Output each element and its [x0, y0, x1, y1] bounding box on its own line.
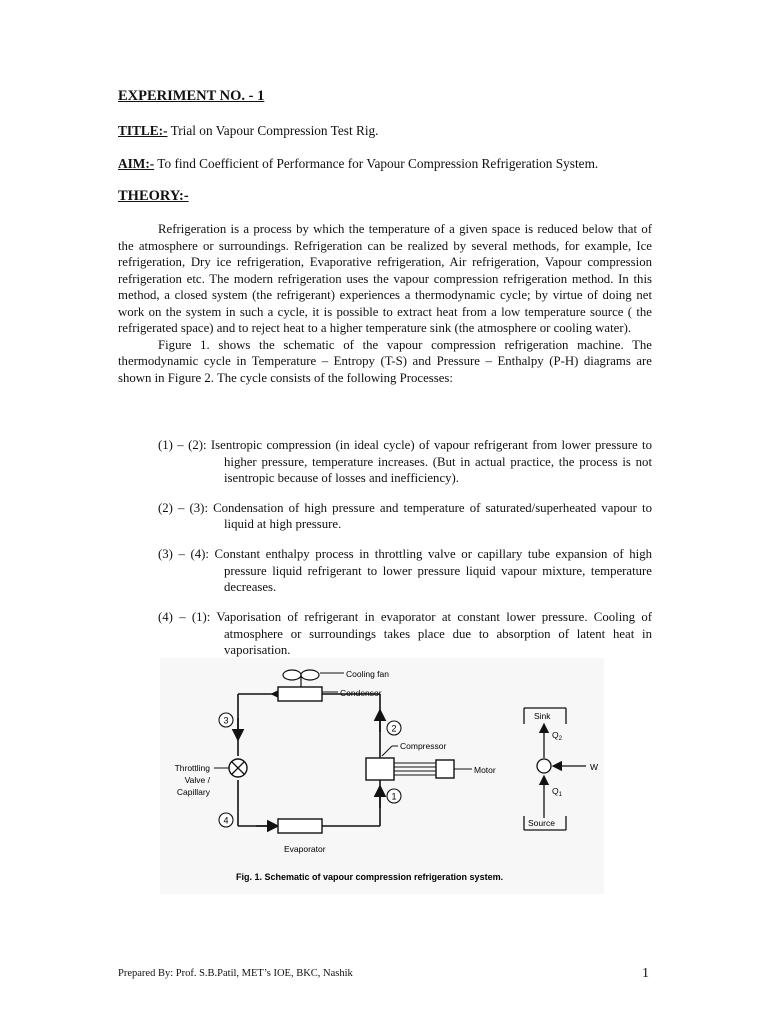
title-label: TITLE:-: [118, 123, 168, 138]
sink-label: Sink: [534, 711, 551, 721]
throttling-label-3: Capillary: [176, 787, 210, 797]
svg-text:4: 4: [223, 815, 229, 826]
condensor-label: Condensor: [340, 688, 382, 698]
theory-body: [118, 221, 652, 386]
state-marker-3: [219, 713, 233, 727]
state-marker-2: [387, 721, 401, 735]
theory-paragraph-1: Refrigeration is a process by which the temperature of a given space is reduced below that of the atmosphere or surroundings. Refrigeration can be realized by several methods, for example, Ice refrigeration, Dry ice refrigeration, Evaporative refrigeration, Air refrigeration, Vapour compression refrigeration etc. The modern refrigeration uses the vapour compression refrigeration method. In this method, a closed system (the refrigerant) experiences a thermodynamic cycle; by virtue of doing net work on the system in such a cycle, it is possible to extract heat from a low temperature source ( the refrigerated space) and to reject heat to a higher temperature sink (the atmosphere or cooling water).: [118, 222, 652, 335]
title-text: Trial on Vapour Compression Test Rig.: [167, 123, 379, 138]
cooling-fan-label: Cooling fan: [346, 669, 390, 679]
source-label: Source: [528, 818, 555, 828]
figure-caption: Fig. 1. Schematic of vapour compression refrigeration system.: [236, 872, 504, 882]
page-number: 1: [642, 966, 649, 981]
throttling-label-1: Throttling: [174, 763, 210, 773]
svg-text:3: 3: [223, 715, 229, 726]
figure-1: [160, 658, 604, 894]
motor-label: Motor: [474, 765, 496, 775]
compressor-shaft: [394, 763, 436, 775]
compressor-box: [366, 758, 394, 780]
title-line: [118, 122, 652, 139]
process-item-2-3: (2) – (3): Condensation of high pressure and temperature of saturated/superheated vapour to liquid at high pressure.: [158, 500, 652, 532]
motor-box: [436, 760, 454, 778]
process-item-3-4: (3) – (4): Constant enthalpy process in throttling valve or capillary tube expansion of high pressure liquid refrigerant to lower pressure liquid vapour mixture, temperature decreases.: [158, 546, 652, 595]
heat-engine-diagram: [524, 708, 598, 830]
experiment-heading: EXPERIMENT NO. - 1: [118, 88, 265, 104]
process-item-1-2: (1) – (2): Isentropic compression (in ideal cycle) of vapour refrigerant from lower pressure to higher pressure, temperature increases. (But in actual practice, the process is not isentropic because of losses and inefficiency).: [158, 437, 652, 486]
refrigeration-schematic: [160, 658, 604, 894]
evaporator-box: [278, 819, 322, 833]
aim-line: [118, 155, 652, 172]
compressor-label: Compressor: [400, 741, 447, 751]
theory-paragraph-2: Figure 1. shows the schematic of the vapour compression refrigeration machine. The thermodynamic cycle in Temperature – Entropy (T-S) and Pressure – Enthalpy (P-H) diagrams are shown in Figure 2. The cycle consists of the following Processes:: [118, 337, 652, 385]
svg-text:2: 2: [391, 723, 397, 734]
process-list: [158, 424, 652, 672]
theory-heading: THEORY:-: [118, 188, 189, 204]
footer-prepared-by: Prepared By: Prof. S.B.Patil, MET’s IOE, BKC, Nashik: [118, 968, 353, 979]
throttling-label-2: Valve /: [184, 775, 210, 785]
evaporator-label: Evaporator: [284, 844, 326, 854]
cycle-circle: [537, 759, 551, 773]
condenser-box: [278, 687, 322, 701]
q1-label: $Q_1$: [552, 786, 562, 798]
svg-text:1: 1: [391, 791, 397, 802]
aim-text: To find Coefficient of Performance for Vapour Compression Refrigeration System.: [154, 156, 599, 171]
state-marker-4: [219, 813, 233, 827]
work-label: W: [590, 762, 599, 772]
aim-label: AIM:-: [118, 156, 155, 171]
process-item-4-1: (4) – (1): Vaporisation of refrigerant in evaporator at constant lower pressure. Cooling of atmosphere or surroundings takes place due to absorption of latent heat in vaporisation.: [158, 609, 652, 658]
state-marker-1: [387, 789, 401, 803]
cooling-fan-icon: [283, 670, 319, 687]
throttling-valve-icon: [229, 759, 247, 777]
q2-label: $Q_2$: [552, 730, 562, 742]
